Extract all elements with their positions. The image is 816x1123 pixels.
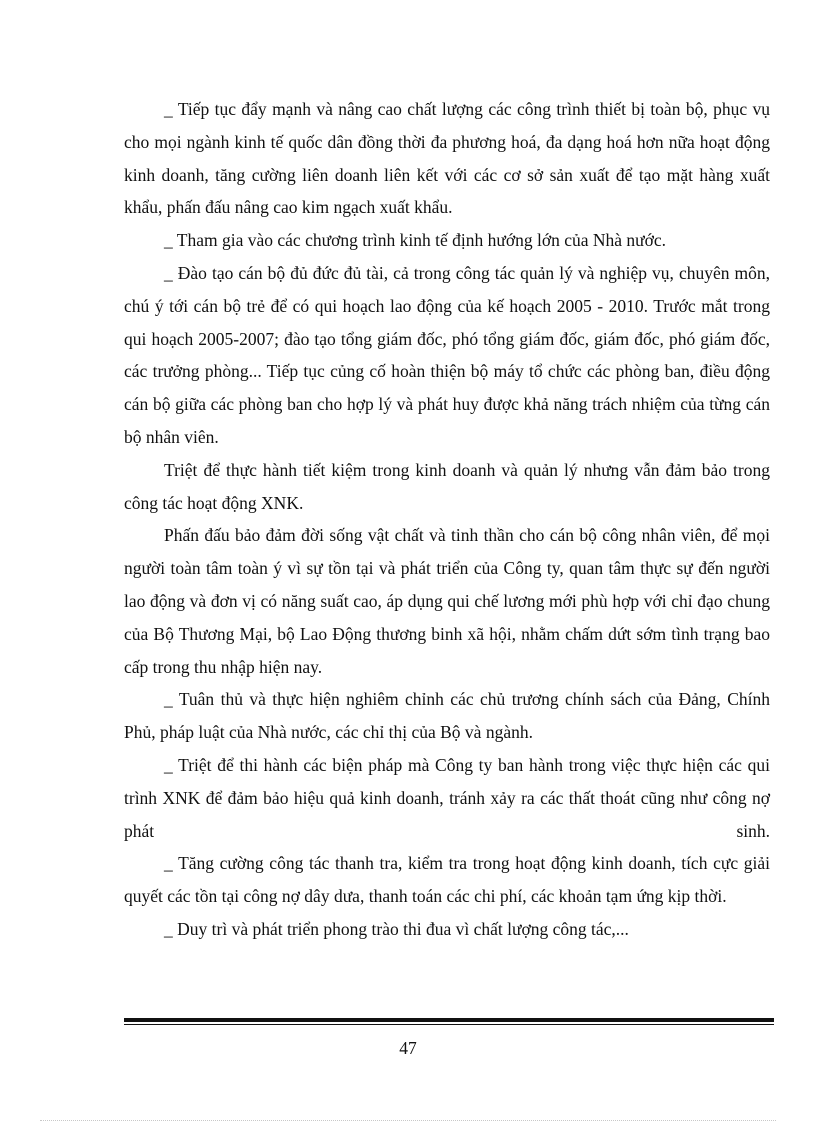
footer-divider-thick-line xyxy=(124,1018,774,1022)
footer-divider xyxy=(124,1018,774,1025)
paragraph-1: _ Tiếp tục đẩy mạnh và nâng cao chất lượng các công trình thiết bị toàn bộ, phục vụ cho mọi ngành kinh tế quốc dân đồng thời đa phương hoá, đa dạng hoá hơn nữa hoạt động kinh doanh, tăng cường liên doanh liên kết với các cơ sở sản xuất để tạo mặt hàng xuất khẩu, phấn đấu nâng cao kim ngạch xuất khẩu. xyxy=(124,99,770,218)
page-number: 47 xyxy=(399,1038,417,1058)
document-body xyxy=(124,93,770,946)
paragraph-8: _ Tăng cường công tác thanh tra, kiểm tra trong hoạt động kinh doanh, tích cực giải quyết các tồn tại công nợ dây dưa, thanh toán các chi phí, các khoản tạm ứng kịp thời. xyxy=(124,853,770,907)
paragraph-5: Phấn đấu bảo đảm đời sống vật chất và tinh thần cho cán bộ công nhân viên, để mọi người toàn tâm toàn ý vì sự tồn tại và phát triển của Công ty, quan tâm thực sự đến người lao động và đơn vị có năng suất cao, áp dụng qui chế lương mới phù hợp với chỉ đạo chung của Bộ Thương Mại, bộ Lao Động thương binh xã hội, nhằm chấm dứt sớm tình trạng bao cấp trong thu nhập hiện nay. xyxy=(124,525,770,677)
paragraph-2: _ Tham gia vào các chương trình kinh tế định hướng lớn của Nhà nước. xyxy=(164,230,667,251)
paragraph-4: Triệt để thực hành tiết kiệm trong kinh doanh và quản lý nhưng vẫn đảm bảo trong công tác hoạt động XNK. xyxy=(124,459,770,513)
paragraph-9: _ Duy trì và phát triển phong trào thi đua vì chất lượng công tác,... xyxy=(164,918,629,939)
paragraph-3: _ Đào tạo cán bộ đủ đức đủ tài, cả trong công tác quản lý và nghiệp vụ, chuyên môn, chú ý tới cán bộ trẻ để có qui hoạch lao động của kế hoạch 2005 - 2010. Trước mắt trong qui hoạch 2005-2007; đào tạo tổng giám đốc, phó tổng giám đốc, giám đốc, phó giám đốc, các trưởng phòng... Tiếp tục củng cố hoàn thiện bộ máy tổ chức các phòng ban, điều động cán bộ giữa các phòng ban cho hợp lý và phát huy được khả năng trách nhiệm của từng cán bộ nhân viên. xyxy=(124,262,770,447)
paragraph-7: _ Triệt để thi hành các biện pháp mà Công ty ban hành trong việc thực hiện các qui trình XNK để đảm bảo hiệu quả kinh doanh, tránh xảy ra các thất thoát cũng như công nợ phát sinh. xyxy=(124,754,770,841)
page-bottom-dotted-border xyxy=(40,1120,776,1121)
paragraph-6: _ Tuân thủ và thực hiện nghiêm chỉnh các chủ trương chính sách của Đảng, Chính Phủ, pháp luật của Nhà nước, các chỉ thị của Bộ và ngành. xyxy=(124,689,770,743)
footer-divider-thin-line xyxy=(124,1024,774,1025)
